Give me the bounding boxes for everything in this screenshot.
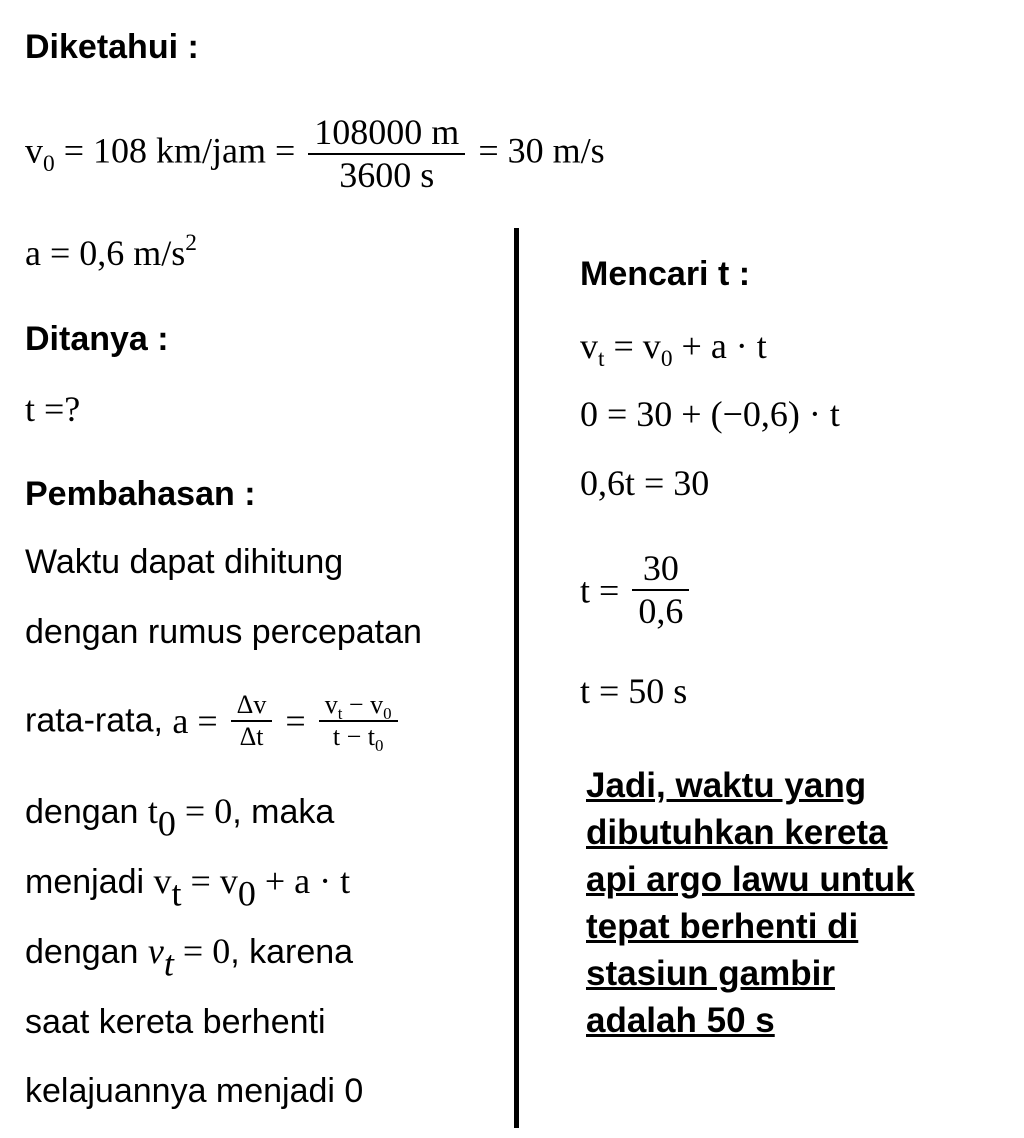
- equals-v0: = v: [604, 326, 661, 366]
- t-numerator: 30: [632, 548, 689, 591]
- equals-sign: =: [276, 700, 315, 741]
- t-fraction: [632, 548, 689, 633]
- discussion-line-4: [25, 790, 335, 844]
- line5-text: menjadi: [25, 863, 154, 901]
- velocity-numerator: [319, 690, 398, 722]
- solve-eq-2: 0 = 30 + (−0,6) · t: [580, 394, 840, 434]
- equals-v0: = v: [181, 861, 238, 901]
- line6-rest: , karena: [230, 933, 354, 971]
- vt-subscript: t: [337, 703, 343, 723]
- t-denominator: 0,6: [638, 591, 684, 632]
- discussion-line-7: saat kereta berhenti: [25, 1003, 326, 1041]
- acceleration-equation: [25, 229, 197, 274]
- vt-italic-sub: t: [163, 943, 174, 984]
- plus-at: + a · t: [672, 326, 767, 366]
- equals-zero: = 0: [175, 791, 233, 831]
- solve-eq-4: [580, 548, 693, 633]
- vt-italic-symbol: v: [147, 931, 164, 971]
- v0-symbol: v: [25, 130, 43, 171]
- v0-subscript: 0: [43, 150, 55, 177]
- vt-sub: t: [598, 346, 605, 373]
- delta-fraction: [231, 690, 273, 752]
- v0-ms: = 30 m/s: [469, 130, 605, 171]
- vt-symbol: v: [153, 861, 172, 901]
- plus-at: + a · t: [255, 861, 351, 901]
- line6-text: dengan: [25, 933, 148, 971]
- minus-v0: − v: [342, 690, 384, 719]
- v0-numerator: 108000 m: [308, 112, 465, 155]
- v0-kmh: = 108 km/jam =: [54, 130, 305, 171]
- t0-symbol: t: [147, 791, 158, 831]
- discussion-line-8: kelajuannya menjadi 0: [25, 1072, 364, 1110]
- equals-zero: = 0: [173, 931, 231, 971]
- avg-accel-symbol: a =: [172, 700, 227, 741]
- vt-symbol: v: [580, 326, 598, 366]
- acceleration-exponent: 2: [185, 229, 197, 256]
- asked-t: t =?: [25, 389, 81, 429]
- solve-eq-3: 0,6t = 30: [580, 463, 710, 503]
- line4-text: dengan: [25, 793, 148, 831]
- discussion-line-1: Waktu dapat dihitung: [25, 543, 344, 581]
- discussion-line-3-text: rata-rata,: [25, 701, 173, 740]
- line4-rest: , maka: [232, 793, 335, 831]
- v0-sub: 0: [237, 873, 256, 914]
- asked-heading: Ditanya :: [25, 320, 169, 358]
- v0-sub: 0: [383, 703, 392, 723]
- solve-eq-1: [580, 325, 767, 373]
- v0-fraction: [308, 112, 465, 197]
- velocity-denominator: [319, 721, 398, 755]
- velocity-fraction: [319, 690, 398, 755]
- t0-sub: 0: [157, 803, 176, 844]
- v0-denominator: 3600 s: [339, 155, 435, 196]
- vt-symbol: v: [324, 690, 338, 719]
- acceleration-text: a = 0,6 m/s: [25, 233, 186, 273]
- vt-sub: t: [171, 873, 182, 914]
- t-equals: t =: [580, 570, 629, 611]
- t0-subscript: 0: [374, 735, 384, 755]
- delta-v: Δv: [231, 690, 273, 722]
- discussion-line-2: dengan rumus percepatan: [25, 613, 422, 651]
- solve-eq-5: t = 50 s: [580, 671, 688, 711]
- solve-heading: Mencari t :: [580, 255, 751, 293]
- column-divider: [514, 228, 519, 1128]
- discussion-line-6: [25, 930, 354, 984]
- t-minus-t0: t − t: [332, 721, 375, 751]
- conclusion-text: Jadi, waktu yang dibutuhkan kereta api argo lawu untuk tepat berhenti di stasiun gambir adalah 50 s: [586, 766, 915, 1040]
- discussion-heading: Pembahasan :: [25, 475, 256, 513]
- v0-equation: [25, 112, 605, 197]
- known-heading: Diketahui :: [25, 28, 199, 66]
- v0-sub: 0: [660, 346, 673, 373]
- delta-t: Δt: [239, 721, 264, 751]
- discussion-line-3: [25, 690, 402, 755]
- discussion-line-5: [25, 860, 351, 914]
